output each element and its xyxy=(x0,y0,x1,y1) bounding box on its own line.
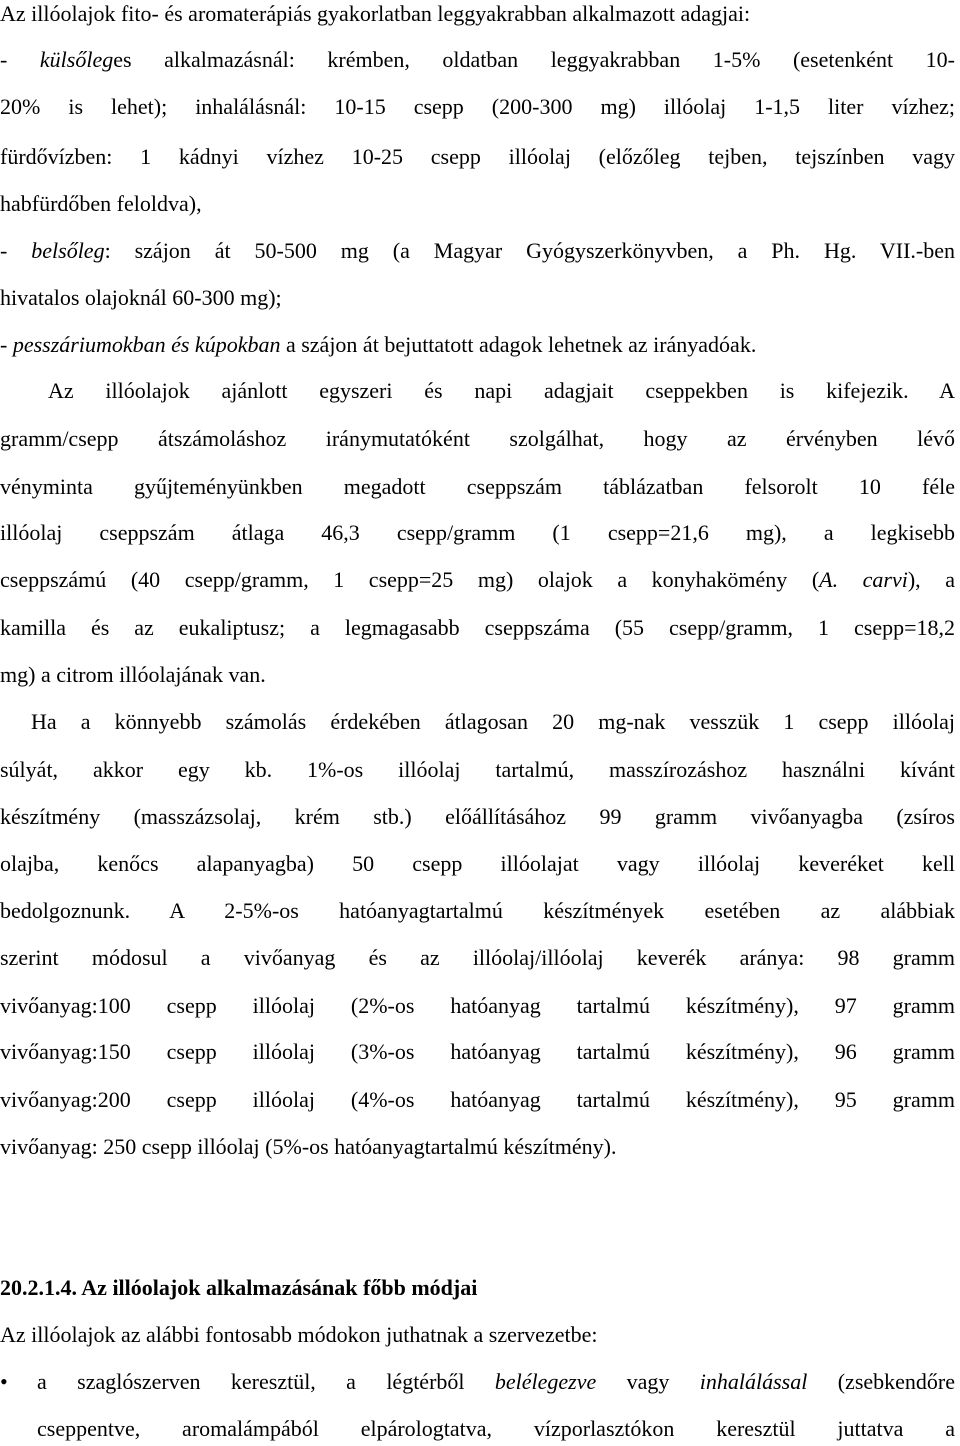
text-run: készítmény (masszázsolaj, krém stb.) előállításához 99 gramm vivőanyagba (zsíros xyxy=(0,804,955,829)
text-line xyxy=(0,1136,955,1158)
text-run: kamilla és az eukaliptusz; a legmagasabb cseppszáma (55 csepp/gramm, 1 csepp=18,2 xyxy=(0,615,955,640)
italic-text: inhalálással xyxy=(699,1369,808,1394)
text-run: vivőanyag:150 csepp illóolaj (3%-os hatóanyag tartalmú készítmény), 96 gramm xyxy=(0,1039,955,1064)
text-run: olajba, kenőcs alapanyagba) 50 csepp illóolajat vagy illóolaj keveréket kell xyxy=(0,851,955,876)
text-line xyxy=(48,380,955,402)
text-run: Az illóolajok ajánlott egyszeri és napi adagjait cseppekben is kifejezik. A xyxy=(48,378,955,403)
text-run: Az illóolajok fito- és aromaterápiás gyakorlatban leggyakrabban alkalmazott adagjai: xyxy=(0,1,751,26)
text-run: cseppszámú (40 csepp/gramm, 1 csepp=25 mg) olajok a konyhakömény ( xyxy=(0,567,820,592)
italic-text: pesszáriumokban és kúpokban xyxy=(12,332,281,357)
text-line xyxy=(0,947,955,969)
text-line xyxy=(0,1324,955,1346)
text-run: fürdővízben: 1 kádnyi vízhez 10-25 csepp illóolaj (előzőleg tejben, tejszínben vagy xyxy=(0,144,955,169)
text-line xyxy=(0,476,955,498)
text-line xyxy=(0,900,955,922)
text-run: - xyxy=(0,332,13,357)
text-line xyxy=(0,759,955,781)
text-run: a szaglószerven keresztül, a légtérből xyxy=(37,1369,495,1394)
text-line xyxy=(0,617,955,639)
italic-text: belsőleg xyxy=(31,238,105,263)
text-run: es alkalmazásnál: krémben, oldatban leggyakrabban 1-5% (esetenként 10- xyxy=(113,47,956,72)
text-run: cseppentve, aromalámpából elpárologtatva, vízporlasztókon keresztül juttatva a xyxy=(37,1416,955,1441)
italic-text: külsőleg xyxy=(39,47,114,72)
text-run: gramm/csepp átszámoláshoz iránymutatóként szolgálhat, hogy az érvényben lévő xyxy=(0,426,955,451)
text-run: - xyxy=(0,47,40,72)
text-line xyxy=(0,3,955,25)
text-run: - xyxy=(0,238,32,263)
text-run: illóolaj cseppszám átlaga 46,3 csepp/gramm (1 csepp=21,6 mg), a legkisebb xyxy=(0,520,955,545)
text-run: vivőanyag:100 csepp illóolaj (2%-os hatóanyag tartalmú készítmény), 97 gramm xyxy=(0,993,955,1018)
text-line xyxy=(0,664,955,686)
text-run: súlyát, akkor egy kb. 1%-os illóolaj tartalmú, masszírozáshoz használni kívánt xyxy=(0,757,955,782)
text-run: 20% is lehet); inhalálásnál: 10-15 csepp (200-300 mg) illóolaj 1-1,5 liter vízhez; xyxy=(0,94,955,119)
text-run: szerint módosul a vivőanyag és az illóolaj/illóolaj keverék aránya: 98 gramm xyxy=(0,945,955,970)
bold-text: 20.2.1.4. Az illóolajok alkalmazásának főbb módjai xyxy=(0,1275,478,1300)
list-item-line xyxy=(37,1418,955,1440)
text-run: a szájon át bejuttatott adagok lehetnek az irányadóak. xyxy=(280,332,757,357)
text-run: vagy xyxy=(596,1369,700,1394)
text-run: habfürdőben feloldva), xyxy=(0,191,202,216)
text-run: ), a xyxy=(907,567,955,592)
text-line xyxy=(0,287,955,309)
text-line xyxy=(0,193,955,215)
bullet-icon: • xyxy=(0,1369,8,1394)
text-line xyxy=(0,522,955,544)
text-line xyxy=(0,853,955,875)
text-run: vivőanyag:200 csepp illóolaj (4%-os hatóanyag tartalmú készítmény), 95 gramm xyxy=(0,1087,955,1112)
text-run: vivőanyag: 250 csepp illóolaj (5%-os hatóanyagtartalmú készítmény). xyxy=(0,1134,617,1159)
text-line xyxy=(0,569,955,591)
text-run: bedolgoznunk. A 2-5%-os hatóanyagtartalmú készítmények esetében az alábbiak xyxy=(0,898,955,923)
text-line xyxy=(0,1041,955,1063)
text-line xyxy=(0,334,955,356)
text-run: hivatalos olajoknál 60-300 mg); xyxy=(0,285,282,310)
italic-text: A. carvi xyxy=(819,567,908,592)
text-line xyxy=(0,1089,955,1111)
text-line xyxy=(0,240,955,262)
text-line xyxy=(0,995,955,1017)
text-run: (zsebkendőre xyxy=(807,1369,956,1394)
text-run: Az illóolajok az alábbi fontosabb módokon juthatnak a szervezetbe: xyxy=(0,1322,598,1347)
text-line xyxy=(0,806,955,828)
italic-text: belélegezve xyxy=(494,1369,597,1394)
text-line xyxy=(0,428,955,450)
text-line xyxy=(0,96,955,118)
text-line xyxy=(0,49,955,71)
text-run: vényminta gyűjteményünkben megadott cseppszám táblázatban felsorolt 10 féle xyxy=(0,474,955,499)
list-item-line xyxy=(37,1371,955,1393)
section-heading xyxy=(0,1277,955,1299)
text-line xyxy=(31,711,955,733)
text-line xyxy=(0,146,955,168)
text-run: mg) a citrom illóolajának van. xyxy=(0,662,266,687)
text-run: : szájon át 50-500 mg (a Magyar Gyógyszerkönyvben, a Ph. Hg. VII.-ben xyxy=(104,238,955,263)
text-run: Ha a könnyebb számolás érdekében átlagosan 20 mg-nak vesszük 1 csepp illóolaj xyxy=(31,709,955,734)
